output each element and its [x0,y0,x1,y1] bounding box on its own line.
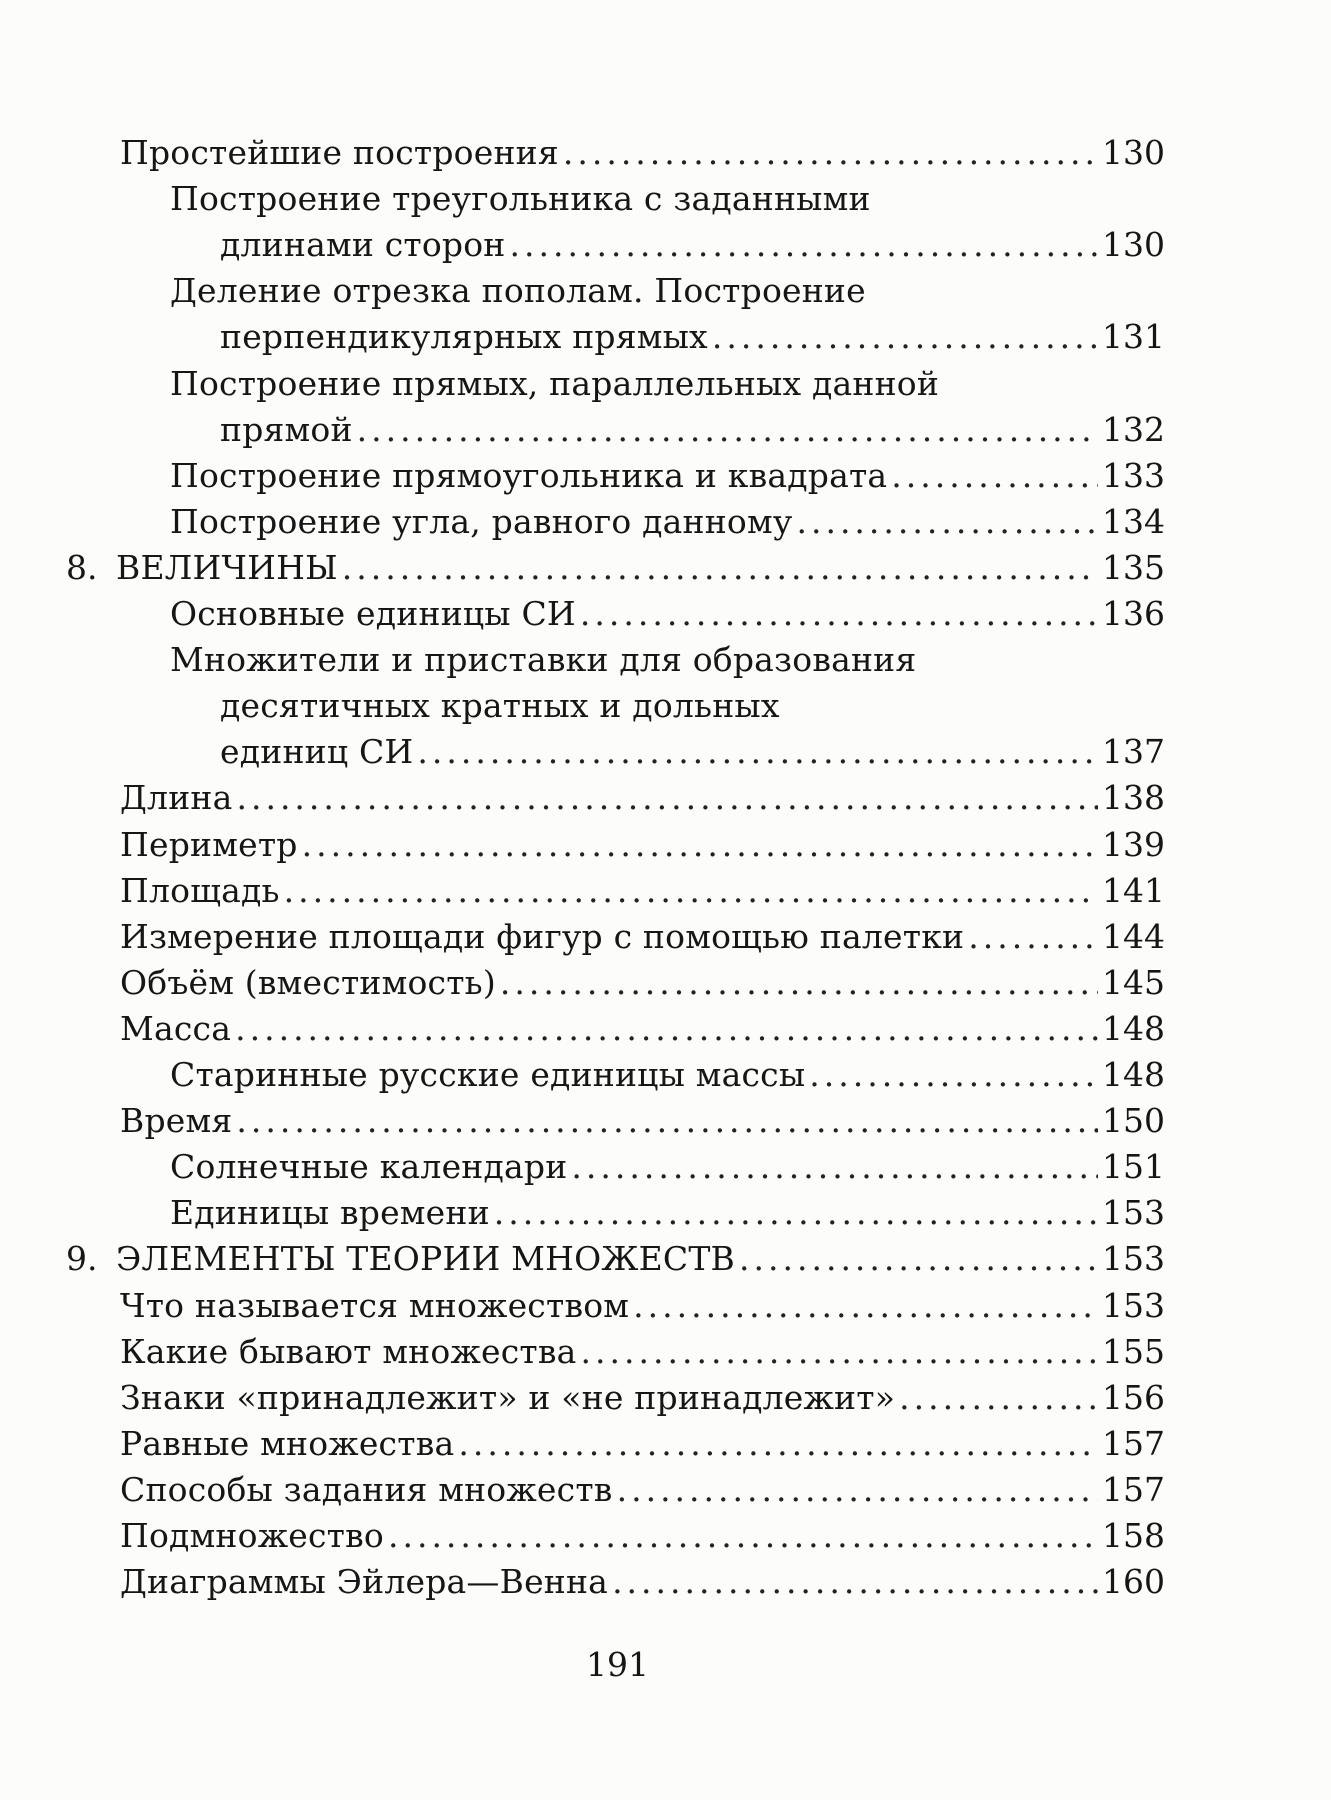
toc-entry [120,1283,1165,1329]
entry-page-number: 130 [1102,133,1165,172]
toc-entry [170,1052,1165,1098]
dot-leader [236,775,1098,821]
entry-page-number: 131 [1102,317,1165,357]
entry-title: Время [120,1101,233,1141]
entry-title: Способы задания множеств [120,1469,613,1509]
toc-entry [120,775,1165,821]
dot-leader [899,1375,1098,1421]
entry-title: Равные множества [120,1423,455,1463]
entry-title: ВЕЛИЧИНЫ [116,547,338,587]
toc-entry [170,361,1165,407]
toc-entry [170,591,1165,637]
toc-entry [170,176,1165,222]
entry-page-number: 144 [1102,916,1165,956]
entry-page-number: 157 [1102,1423,1165,1463]
dot-leader [284,868,1098,914]
entry-page-number: 150 [1102,1101,1165,1141]
entry-page-number: 158 [1102,1516,1165,1555]
entry-title-continuation: десятичных кратных и дольных [220,686,780,726]
entry-title: Объём (вместимость) [120,962,496,1002]
entry-title: Площадь [120,870,280,910]
toc-entry [120,1329,1165,1375]
entry-title: Периметр [120,824,298,864]
entry-page-number: 148 [1102,1008,1165,1048]
dot-leader [342,545,1098,591]
entry-title: Знаки «принадлежит» и «не принадлежит» [120,1377,896,1417]
dot-leader [712,314,1098,360]
dot-leader [581,1329,1098,1375]
entry-page-number: 137 [1102,732,1165,772]
entry-title: Измерение площади фигур с помощью палетки [120,916,965,956]
entry-page-number: 155 [1102,1331,1165,1371]
toc-entry [120,960,1165,1006]
toc-entry [66,545,1165,591]
toc-entry [170,1190,1165,1236]
entry-title: Что называется множеством [120,1285,630,1325]
dot-leader [809,1052,1098,1098]
toc-entry [66,1236,1165,1282]
toc-entry [170,268,1165,314]
dot-leader [458,1421,1098,1467]
entry-page-number: 156 [1102,1377,1165,1417]
entry-title: Единицы времени [170,1193,490,1233]
dot-leader [388,1513,1098,1559]
dot-leader [968,914,1098,960]
dot-leader [357,407,1098,453]
entry-page-number: 151 [1102,1147,1165,1187]
entry-page-number: 135 [1102,547,1165,587]
entry-page-number: 141 [1102,870,1165,910]
entry-title-continuation: прямой [220,409,353,449]
entry-page-number: 132 [1102,409,1165,449]
entry-title: Множители и приставки для образования [170,640,917,680]
toc-entry [220,407,1165,453]
dot-leader [580,591,1098,637]
chapter-number: 9. [66,1239,98,1279]
entry-title: Солнечные календари [170,1147,568,1187]
entry-page-number: 157 [1102,1469,1165,1509]
entry-title: ЭЛЕМЕНТЫ ТЕОРИИ МНОЖЕСТВ [116,1239,736,1279]
entry-title: Какие бывают множества [120,1331,577,1371]
dot-leader [500,960,1098,1006]
entry-page-number: 133 [1102,455,1165,495]
toc-entry [220,683,1165,729]
toc-entry [120,1375,1165,1421]
toc-entry [120,1006,1165,1052]
entry-title: Построение прямоугольника и квадрата [170,455,888,495]
toc-entry [120,1559,1165,1605]
dot-leader [235,1006,1098,1052]
entry-page-number: 136 [1102,594,1165,633]
toc-entry [120,1467,1165,1513]
entry-title: Простейшие построения [120,133,559,172]
dot-leader [302,822,1098,868]
entry-page-number: 138 [1102,778,1165,818]
entry-page-number: 130 [1102,225,1165,265]
dot-leader [494,1190,1098,1236]
dot-leader [796,499,1098,545]
dot-leader [612,1559,1098,1605]
entry-title: Построение угла, равного данному [170,501,793,541]
entry-page-number: 148 [1102,1055,1165,1094]
entry-title-continuation: перпендикулярных прямых [220,317,708,357]
toc-entry [170,499,1165,545]
entry-title: Диаграммы Эйлера—Венна [120,1562,609,1602]
entry-page-number: 153 [1102,1239,1165,1279]
toc-entry [120,822,1165,868]
entry-title: Построение прямых, параллельных данной [170,363,940,403]
entry-title: Построение треугольника с заданными [170,179,871,219]
dot-leader [510,222,1099,268]
dot-leader [739,1236,1098,1282]
entry-title: Основные единицы СИ [170,594,576,633]
entry-title: Подмножество [120,1516,384,1555]
dot-leader [563,130,1098,176]
toc-entry [170,637,1165,683]
toc-entry [120,1098,1165,1144]
toc-entry [170,453,1165,499]
toc-entry [120,1421,1165,1467]
dot-leader [617,1467,1098,1513]
chapter-number: 8. [66,547,98,587]
entry-page-number: 160 [1102,1562,1165,1602]
page-number: 191 [586,1645,649,1684]
entry-page-number: 139 [1102,824,1165,864]
entry-page-number: 153 [1102,1285,1165,1325]
entry-page-number: 145 [1102,962,1165,1002]
dot-leader [417,729,1098,775]
entry-title: Деление отрезка пополам. Построение [170,271,866,311]
entry-title-continuation: длинами сторон [220,225,506,265]
entry-title-continuation: единиц СИ [220,732,414,772]
toc-entry [170,1144,1165,1190]
toc-entry [120,130,1165,176]
dot-leader [633,1283,1098,1329]
entry-title: Старинные русские единицы массы [170,1055,806,1094]
toc-entry [120,1513,1165,1559]
dot-leader [236,1098,1098,1144]
entry-title: Масса [120,1008,232,1048]
toc-entry [220,222,1165,268]
entry-title: Длина [120,778,233,818]
entry-page-number: 134 [1102,501,1165,541]
toc-entry [120,914,1165,960]
toc-entry [220,314,1165,360]
entry-page-number: 153 [1102,1193,1165,1233]
toc-entry [120,868,1165,914]
dot-leader [891,453,1098,499]
dot-leader [571,1144,1098,1190]
toc-entry [220,729,1165,775]
